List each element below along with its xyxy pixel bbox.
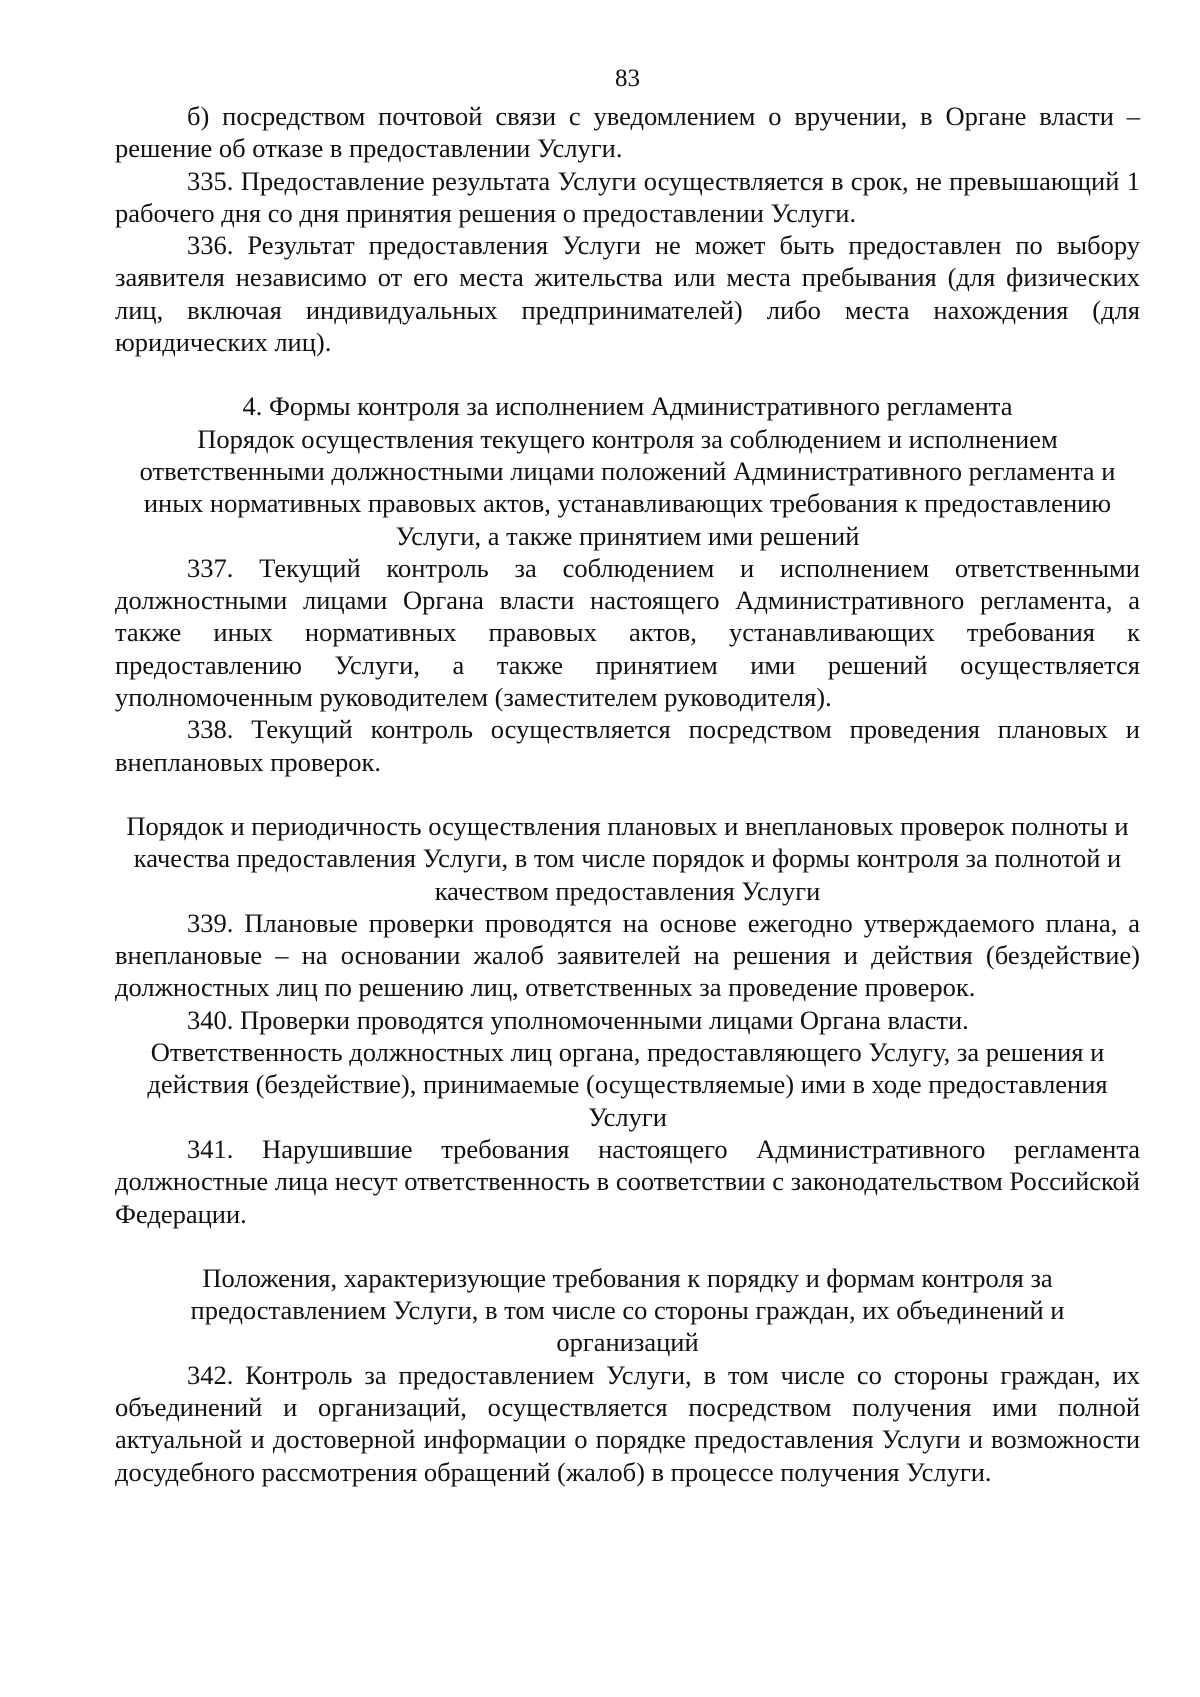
document-page — [115, 64, 1140, 1488]
responsibility-heading: Ответственность должностных лиц органа, предоставляющего Услугу, за решения и действия (бездействие), принимаемые (осуществляемые) ими в ходе предоставления Услуги — [147, 1037, 1108, 1132]
periodicity-heading: Порядок и периодичность осуществления плановых и внеплановых проверок полноты и качества предоставления Услуги, в том числе порядок и формы контроля за полнотой и качеством предоставления Услуги — [126, 810, 1129, 906]
section-4-title: 4. Формы контроля за исполнением Административного регламента — [242, 391, 1013, 422]
spacer — [115, 1230, 1140, 1262]
paragraph-335: 335. Предоставление результата Услуги осуществляется в срок, не превышающий 1 рабочего дня со дня принятия решения о предоставлении Услуги. — [115, 165, 1140, 228]
paragraph-342: 342. Контроль за предоставлением Услуги, в том числе со стороны граждан, их объединений и организаций, осуществляется посредством получения ими полной актуальной и достоверной информации о порядке предоставления Услуги и возможности досудебного рассмотрения обращений (жалоб) в процессе получения Услуги. — [115, 1359, 1140, 1487]
paragraph-338: 338. Текущий контроль осуществляется посредством проведения плановых и внеплановых проверок. — [115, 714, 1140, 777]
paragraph-340: 340. Проверки проводятся уполномоченными лицами Органа власти. — [187, 1004, 969, 1035]
page-number: 83 — [615, 65, 640, 92]
section-4-subheading: Порядок осуществления текущего контроля за соблюдением и исполнением ответственными должностными лицами положений Административного регламента и иных нормативных правовых актов, устанавливающих требования к предоставлению Услуги, а также принятием ими решений — [139, 423, 1116, 551]
paragraph-b: б) посредством почтовой связи с уведомлением о вручении, в Органе власти – решение об отказе в предоставлении Услуги. — [115, 101, 1140, 164]
spacer — [115, 778, 1140, 810]
paragraph-339: 339. Плановые проверки проводятся на основе ежегодно утверждаемого плана, а внеплановые – на основании жалоб заявителей на решения и действия (бездействие) должностных лиц по решению лиц, ответственных за проведение проверок. — [115, 907, 1140, 1003]
paragraph-337: 337. Текущий контроль за соблюдением и исполнением ответственными должностными лицами Органа власти настоящего Административного регламента, а также иных нормативных правовых актов, устанавливающих требования к предоставлению Услуги, а также принятием ими решений осуществляется уполномоченным руководителем (заместителем руководителя). — [115, 552, 1140, 713]
paragraph-341: 341. Нарушившие требования настоящего Административного регламента должностные лица несут ответственность в соответствии с законодательством Российской Федерации. — [115, 1133, 1140, 1229]
spacer — [115, 358, 1140, 390]
paragraph-336: 336. Результат предоставления Услуги не может быть предоставлен по выбору заявителя независимо от его места жительства или места пребывания (для физических лиц, включая индивидуальных предпринимателей) либо места нахождения (для юридических лиц). — [115, 230, 1140, 358]
provisions-heading: Положения, характеризующие требования к порядку и формам контроля за предоставлением Услуги, в том числе со стороны граждан, их объединений и организаций — [190, 1262, 1065, 1358]
